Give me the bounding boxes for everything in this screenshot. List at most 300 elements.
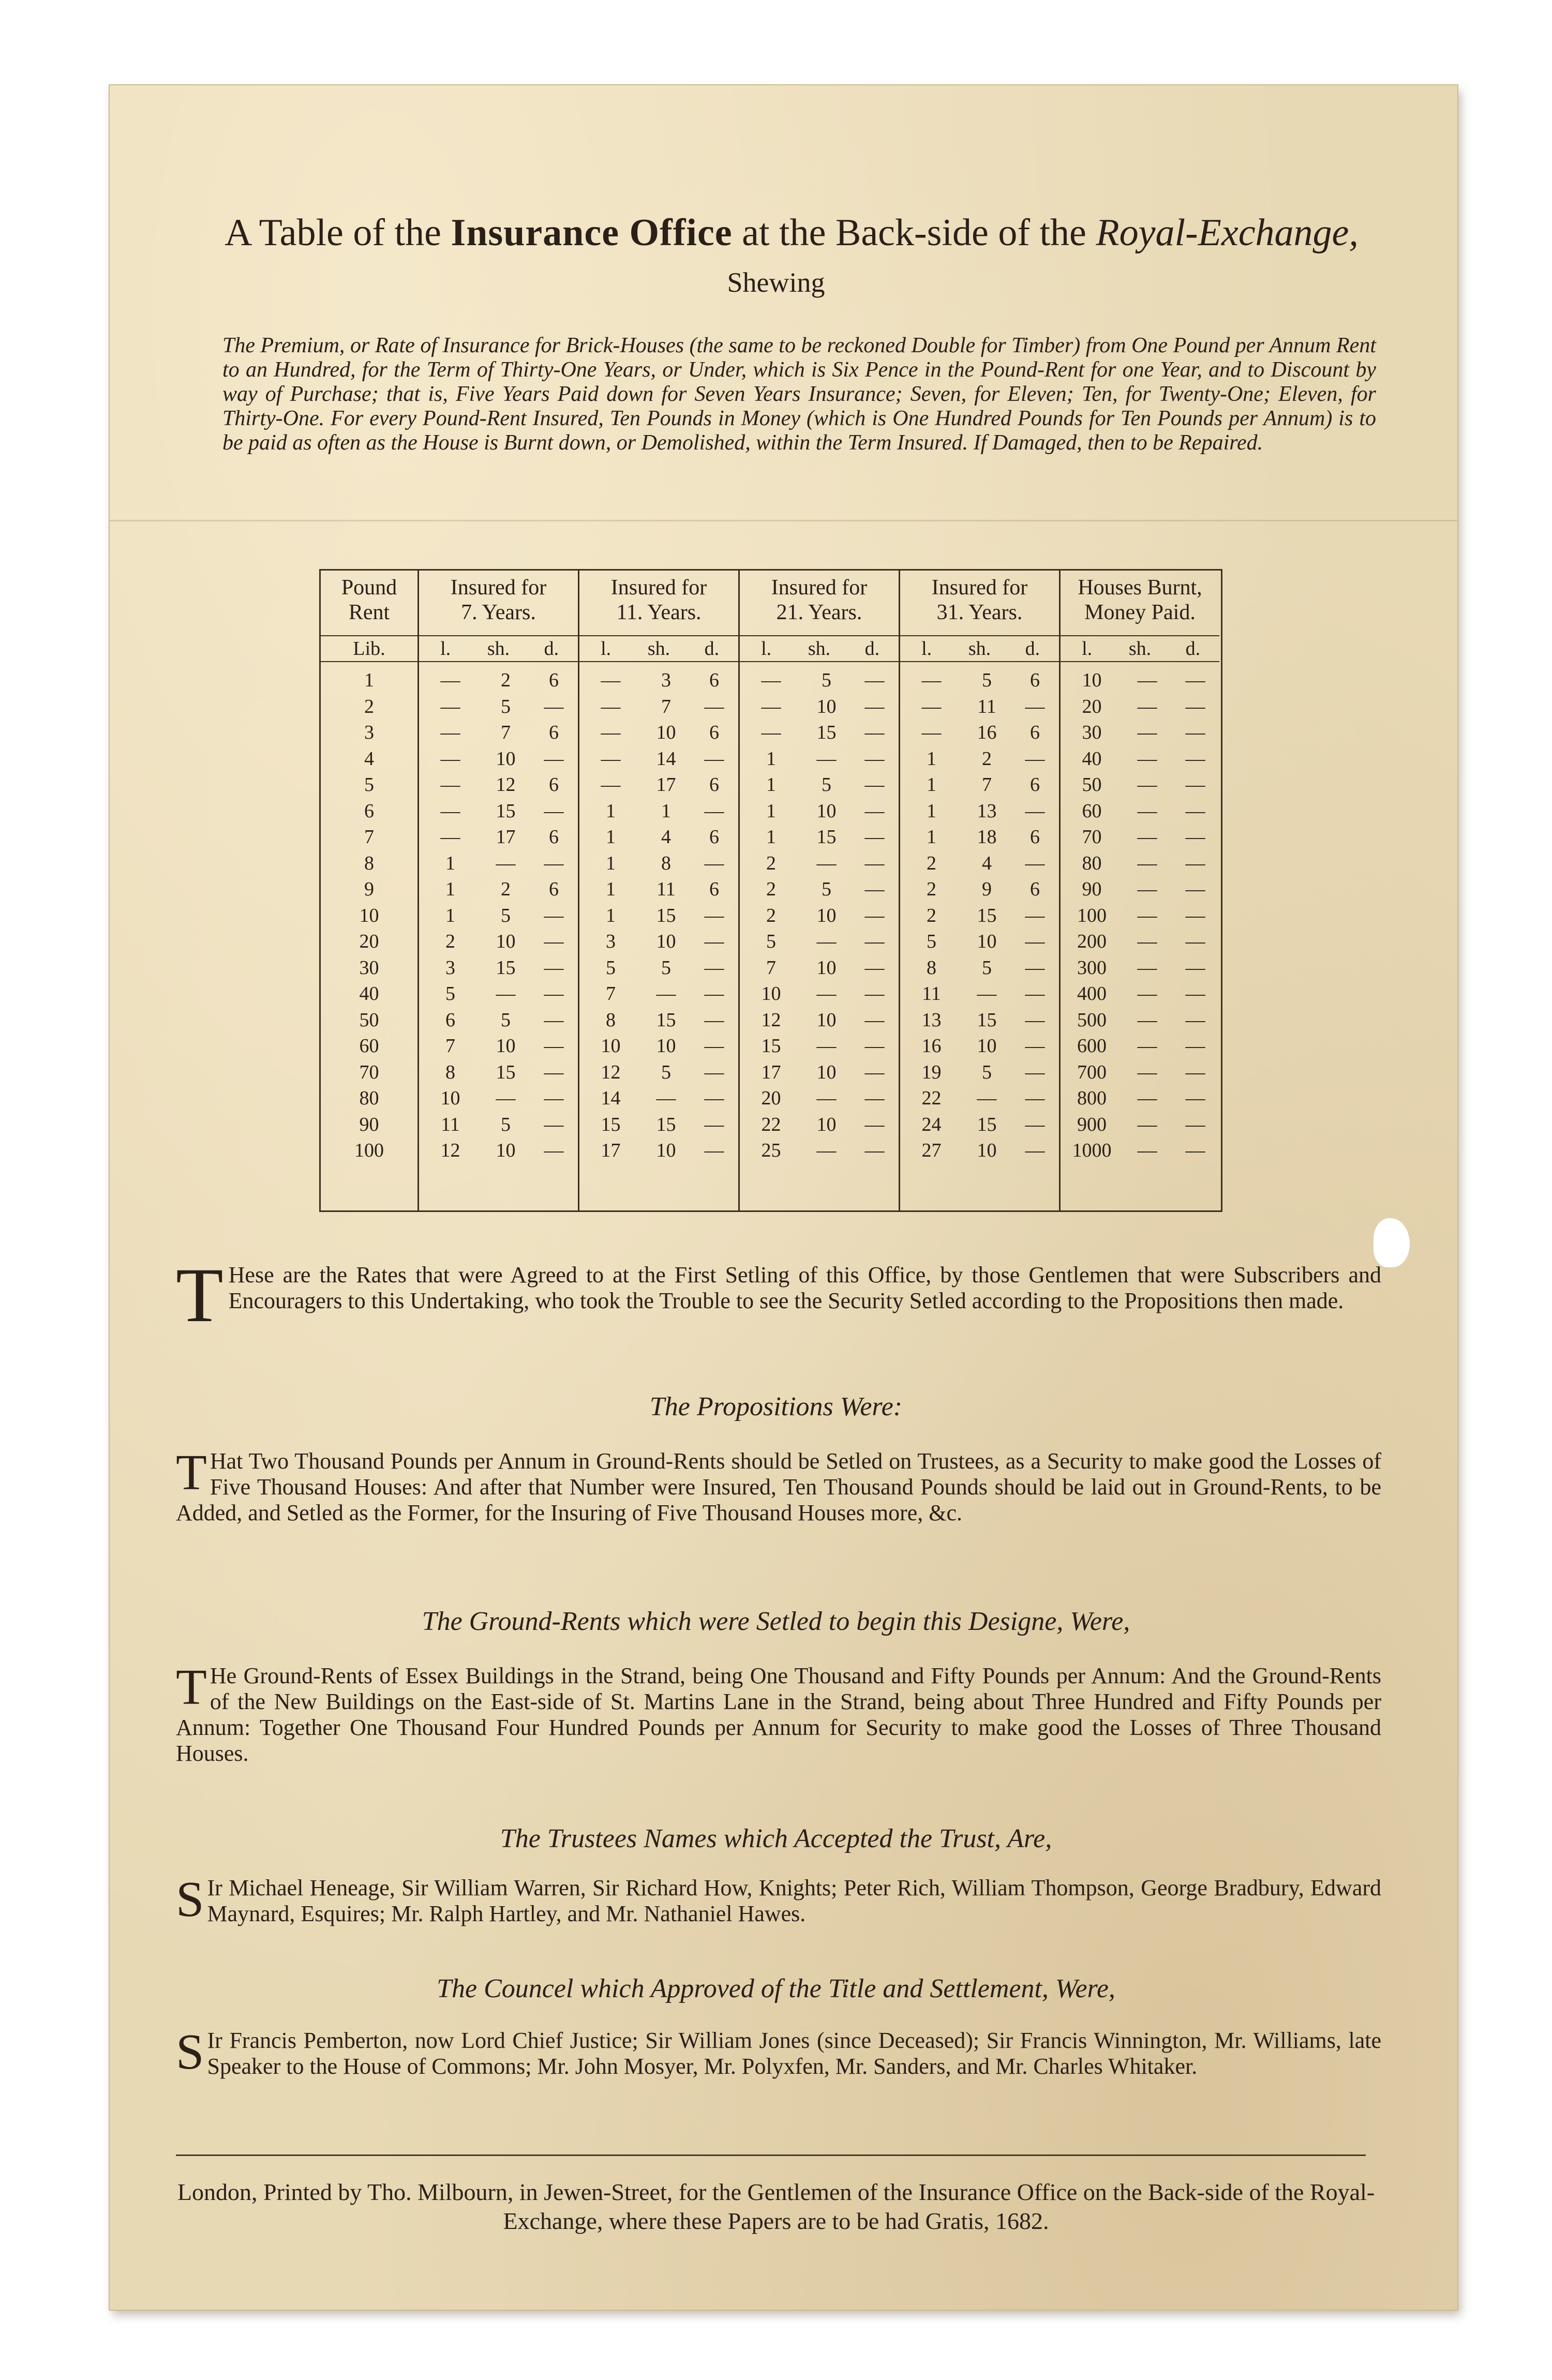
table-cell: 200 [1077,931,1107,952]
table-cell: — [1137,669,1157,691]
table-cell: — [864,722,885,743]
table-cell: — [544,1009,564,1031]
table-cell: 100 [1077,904,1107,926]
header-line: 31. Years. [936,601,1023,624]
table-row [900,1085,1059,1112]
table-cell: — [1185,1061,1205,1083]
table-cell: 2 [500,878,511,900]
table-row [579,824,738,850]
table-cell: 6 [1029,878,1040,900]
table-row [321,955,417,981]
table-cell: — [1137,931,1157,952]
table-cell: — [816,852,837,874]
table-cell: — [656,1087,676,1109]
table-cell: 10 [656,1035,676,1057]
header-line: Money Paid. [1084,601,1196,624]
table-row [900,772,1059,798]
table-cell: 6 [548,826,559,848]
table-cell: 3 [605,931,616,952]
table-cell: — [864,904,885,926]
table-row [900,1007,1059,1034]
table-cell: — [864,1009,885,1031]
table-cell: 7 [500,722,511,743]
table-row [321,1059,417,1086]
table-cell: 2 [445,931,455,952]
table-cell: 600 [1077,1035,1107,1057]
table-cell: 100 [354,1140,384,1161]
table-cell: — [704,1140,724,1161]
table-cell: 10 [816,800,837,822]
table-cell: 8 [605,1009,616,1031]
table-cell: 6 [445,1009,455,1031]
table-cell: 6 [709,774,719,796]
paragraph-rates-agreed [176,1252,1381,1338]
table-cell: — [1185,722,1205,743]
table-cell: 15 [496,800,516,822]
table-cell: 5 [821,669,831,691]
table-row [321,824,417,850]
table-cell: — [1137,826,1157,848]
table-cell: — [1025,1035,1045,1057]
table-row [321,981,417,1007]
table-row [740,850,899,877]
table-row [1061,824,1219,850]
table-row [1061,1007,1219,1034]
table-row [579,981,738,1007]
table-row [1061,876,1219,903]
table-cell: 10 [977,1035,997,1057]
table-cell: 5 [661,956,671,979]
table-cell: 13 [921,1009,942,1031]
table-cell: 7 [364,826,374,848]
table-row [1061,720,1219,746]
table-cell: — [704,904,724,926]
table-cell: — [864,1035,885,1057]
table-row [740,981,899,1007]
table-cell: — [1025,852,1045,874]
table-cell: 10 [496,1140,516,1161]
table-cell: 7 [445,1035,455,1057]
table-cell: — [1025,747,1045,770]
paragraph-text: He Ground-Rents of Essex Buildings in the Strand, being One Thousand and Fifty Pounds per Annum: And the Ground-Rents of the New Buildings on the East-side of St. Martins Lane in the Strand, being about Three Hundred and Fifty Pounds per Annum: Together One Thousand Four Hundred Pounds per Annum for Security to make good the Losses of Three Thousand Houses. [176,1663,1381,1766]
paragraph-text: Ir Francis Pemberton, now Lord Chief Justice; Sir William Jones (since Deceased); Sir Francis Winnington, Mr. Williams, late Speaker to the House of Commons; Mr. John Mosyer, Mr. Polyxfen, Mr. Sanders, and Mr. Charles Whitaker. [207,2028,1381,2079]
table-cell: 10 [601,1035,621,1057]
table-cell: — [1137,904,1157,926]
table-cell: — [977,1087,997,1109]
table-cell: — [1025,1009,1045,1031]
table-cell: 4 [981,852,992,874]
table-cell: — [704,1113,724,1135]
column-header [900,575,1059,625]
table-cell: — [544,747,564,770]
table-cell: — [864,826,885,848]
column-header [419,575,578,625]
table-cell: — [440,747,460,770]
table-cell: 15 [496,956,516,979]
table-row [419,772,578,798]
table-row [419,876,578,903]
table-cell: 5 [445,983,455,1005]
table-cell: 1 [926,800,936,822]
table-cell: 3 [445,956,455,979]
column-cells [900,667,1059,1164]
table-cell: 11 [441,1113,460,1135]
table-row [579,746,738,772]
table-cell: 90 [359,1113,379,1135]
paragraph-text: Hese are the Rates that were Agreed to at the First Setling of this Office, by those Gentlemen that were Subscribers and Encouragers to this Undertaking, who took the Trouble to see the Security Setled according to the Propositions then made. [228,1262,1381,1313]
table-cell: 6 [548,722,559,743]
table-cell: — [601,722,621,743]
table-cell: 16 [921,1035,942,1057]
table-row [1061,1137,1219,1164]
table-row [321,667,417,694]
table-row [419,1033,578,1059]
table-cell: — [1185,800,1205,822]
table-cell: 10 [816,695,837,717]
table-cell: — [544,931,564,952]
column-cells [321,667,417,1164]
table-cell: 10 [496,931,516,952]
table-cell: 30 [1082,722,1102,743]
header-line: Insured for [450,576,547,600]
table-row [321,929,417,955]
table-row [1061,955,1219,981]
table-cell: — [1137,1140,1157,1161]
table-row [419,824,578,850]
table-row [321,1007,417,1034]
imprint: London, Printed by Tho. Milbourn, in Jewen-Street, for the Gentlemen of the Insurance Office on the Back-side of the Royal-Exchange, where these Papers are to be had Gratis, 1682. [177,2179,1375,2234]
table-cell: — [601,774,621,796]
table-cell: — [1025,1061,1045,1083]
table-row [1061,667,1219,694]
table-cell: — [761,695,781,717]
title-office: Insurance Office [451,212,733,254]
table-cell: 2 [981,747,992,770]
table-row [900,876,1059,903]
unit-label: d. [544,638,559,660]
table-cell: — [761,669,781,691]
table-row [740,1007,899,1034]
table-cell: — [816,1140,837,1161]
intro-paragraph: The Premium, or Rate of Insurance for Brick-Houses (the same to be reckoned Double for Timber) from One Pound per Annum Rent to an Hundred, for the Term of Thirty-One Years, or Under, which is Six Pence in the Pound-Rent for one Year, and to Discount by way of Purchase; that is, Five Years Paid down for Seven Years Insurance; Seven, for Eleven; Ten, for Twenty-One; Eleven, for Thirty-One. For every Pound-Rent Insured, Ten Pounds in Money (which is One Hundred Pounds for Ten Pounds per Annum) is to be paid as often as the House is Burnt down, or Demolished, within the Term Insured. If Damaged, then to be Repaired. [222,334,1376,455]
table-cell: — [1185,826,1205,848]
table-cell: — [1137,878,1157,900]
table-cell: — [704,956,724,979]
table-cell: 9 [981,878,992,900]
table-row [579,667,738,694]
table-cell: 1 [445,904,455,926]
table-cell: 8 [926,956,936,979]
table-cell: 5 [926,931,936,952]
table-column [900,569,1061,1210]
table-cell: — [1025,1140,1045,1161]
table-cell: 19 [921,1061,942,1083]
table-cell: 13 [977,800,997,822]
table-cell: 10 [816,1009,837,1031]
table-cell: — [864,1113,885,1135]
table-cell: 30 [359,956,379,979]
table-row [321,1085,417,1112]
table-row [740,667,899,694]
table-cell: 1 [766,747,776,770]
table-cell: — [440,695,460,717]
table-cell: — [496,983,516,1005]
table-cell: — [864,695,885,717]
table-row [321,1137,417,1164]
table-cell: 10 [761,983,781,1005]
table-cell: 10 [816,904,837,926]
table-cell: 2 [926,852,936,874]
table-cell: — [1025,904,1045,926]
unit-labels [579,635,738,662]
table-row [900,798,1059,825]
header-line: Houses Burnt, [1078,576,1202,600]
table-cell: — [601,695,621,717]
table-cell: 800 [1077,1087,1107,1109]
table-cell: 1 [661,800,671,822]
table-cell: 80 [359,1087,379,1109]
table-cell: — [1025,1113,1045,1135]
table-cell: 40 [359,983,379,1005]
table-cell: — [440,774,460,796]
paragraph-councel [176,2024,1381,2080]
table-cell: 15 [496,1061,516,1083]
table-cell: 7 [766,956,776,979]
unit-label: d. [864,638,880,660]
table-cell: 14 [656,747,676,770]
header-line: Pound [341,576,397,600]
table-cell: 10 [496,747,516,770]
table-cell: 6 [709,669,719,691]
paragraph-text: Ir Michael Heneage, Sir William Warren, Sir Richard How, Knights; Peter Rich, William Thompson, George Bradbury, Edward Maynard, Esquires; Mr. Ralph Hartley, and Mr. Nathaniel Hawes. [207,1875,1381,1926]
table-row [321,694,417,720]
paragraph-text: Hat Two Thousand Pounds per Annum in Ground-Rents should be Setled on Trustees, as a Security to make good the Losses of Five Thousand Houses: And after that Number were Insured, Ten Thousand Pounds should be laid out in Ground-Rents, to be Added, and Setled as the Former, for the Insuring of Five Thousand Houses more, &c. [176,1448,1381,1525]
table-cell: — [1137,983,1157,1005]
table-cell: 11 [922,983,941,1005]
table-cell: 15 [761,1035,781,1057]
table-cell: — [544,1061,564,1083]
table-cell: — [1185,956,1205,979]
table-cell: — [704,931,724,952]
table-row [1061,903,1219,929]
table-cell: 60 [359,1035,379,1057]
table-row [900,903,1059,929]
table-cell: 6 [1029,774,1040,796]
table-row [900,981,1059,1007]
table-cell: — [1185,852,1205,874]
column-header [321,575,417,625]
unit-label: d. [1185,638,1201,660]
unit-labels [1061,635,1219,662]
table-row [579,1137,738,1164]
table-row [579,772,738,798]
unit-label: d. [704,638,720,660]
table-cell: — [1185,669,1205,691]
table-cell: — [1137,695,1157,717]
table-cell: — [1137,722,1157,743]
table-cell: 6 [548,774,559,796]
table-row [900,1137,1059,1164]
table-row [321,746,417,772]
table-row [900,824,1059,850]
table-cell: — [1185,774,1205,796]
table-cell: — [704,1061,724,1083]
table-row [1061,746,1219,772]
table-cell: 70 [359,1061,379,1083]
table-cell: — [816,747,837,770]
table-cell: — [921,695,942,717]
table-row [579,929,738,955]
table-cell: 12 [761,1009,781,1031]
table-row [321,772,417,798]
table-column [321,569,419,1210]
table-row [900,1059,1059,1086]
table-cell: — [816,931,837,952]
table-row [740,929,899,955]
unit-label: sh. [808,638,831,660]
table-row [740,955,899,981]
table-cell: 7 [981,774,992,796]
table-row [579,1033,738,1059]
table-cell: 11 [977,695,996,717]
table-cell: 900 [1077,1113,1107,1135]
column-cells [1061,667,1219,1164]
table-row [740,1137,899,1164]
table-cell: 2 [364,695,374,717]
table-cell: 17 [656,774,676,796]
table-row [1061,694,1219,720]
table-cell: 1000 [1072,1140,1112,1161]
table-cell: 17 [601,1140,621,1161]
table-row [579,955,738,981]
title-prefix: A Table of the [225,212,441,254]
table-cell: — [1137,1113,1157,1135]
table-cell: 5 [605,956,616,979]
table-cell: 6 [709,878,719,900]
table-cell: — [544,852,564,874]
table-cell: 1 [926,774,936,796]
table-cell: — [704,1035,724,1057]
table-row [900,746,1059,772]
table-cell: 25 [761,1140,781,1161]
table-cell: — [656,983,676,1005]
table-cell: 1 [445,852,455,874]
table-cell: 5 [500,1009,511,1031]
table-row [1061,772,1219,798]
table-cell: 1 [926,826,936,848]
table-row [740,824,899,850]
table-cell: — [864,1087,885,1109]
table-row [579,720,738,746]
table-cell: — [1185,747,1205,770]
rates-table [319,569,1222,1212]
table-cell: — [1137,800,1157,822]
table-cell: 80 [1082,852,1102,874]
table-row [1061,1085,1219,1112]
table-cell: 10 [1082,669,1102,691]
table-row [321,850,417,877]
table-row [1061,1033,1219,1059]
paragraph-trustees [176,1872,1381,1927]
column-header [579,575,738,625]
table-cell: — [1185,1140,1205,1161]
table-cell: 2 [926,878,936,900]
table-cell: — [1185,904,1205,926]
table-cell: 5 [500,695,511,717]
table-cell: 1 [605,904,616,926]
header-line: 21. Years. [776,601,862,624]
table-cell: 5 [500,1113,511,1135]
table-row [900,850,1059,877]
table-cell: 10 [816,1113,837,1135]
table-cell: — [1185,1087,1205,1109]
table-row [740,746,899,772]
table-row [1061,798,1219,825]
table-cell: 15 [977,1113,997,1135]
table-cell: — [544,956,564,979]
unit-labels [900,635,1059,662]
table-cell: — [496,1087,516,1109]
table-cell: — [1025,983,1045,1005]
table-cell: — [704,747,724,770]
table-cell: 17 [761,1061,781,1083]
table-row [579,1085,738,1112]
table-row [419,929,578,955]
table-cell: — [544,1087,564,1109]
unit-label: l. [440,638,451,660]
table-cell: 4 [661,826,671,848]
table-row [740,1112,899,1138]
table-cell: — [544,983,564,1005]
heading-trustees: The Trustees Names which Accepted the Trust, Are, [500,1824,1052,1853]
table-row [419,850,578,877]
table-cell: — [704,983,724,1005]
table-row [1061,981,1219,1007]
column-header [740,575,899,625]
table-cell: 18 [977,826,997,848]
table-cell: 10 [656,722,676,743]
table-cell: — [440,669,460,691]
table-row [419,720,578,746]
table-cell: 1 [605,878,616,900]
table-cell: 6 [548,878,559,900]
drop-cap: T [176,1445,207,1501]
table-cell: — [704,800,724,822]
table-cell: 4 [364,747,374,770]
unit-label: Lib. [353,638,385,660]
table-cell: 5 [661,1061,671,1083]
table-cell: 1 [766,800,776,822]
table-cell: — [704,1087,724,1109]
table-row [579,1059,738,1086]
unit-labels [321,635,417,662]
table-cell: — [921,722,942,743]
table-cell: — [977,983,997,1005]
table-row [740,1033,899,1059]
table-row [419,1137,578,1164]
table-cell: 10 [816,956,837,979]
header-line: Rent [348,601,390,624]
table-cell: — [864,747,885,770]
table-cell: — [1137,1087,1157,1109]
table-cell: 24 [921,1113,942,1135]
table-row [321,1033,417,1059]
table-cell: 5 [981,1061,992,1083]
table-cell: 17 [496,826,516,848]
table-cell: 20 [359,931,379,952]
table-cell: 12 [601,1061,621,1083]
table-cell: — [816,1087,837,1109]
